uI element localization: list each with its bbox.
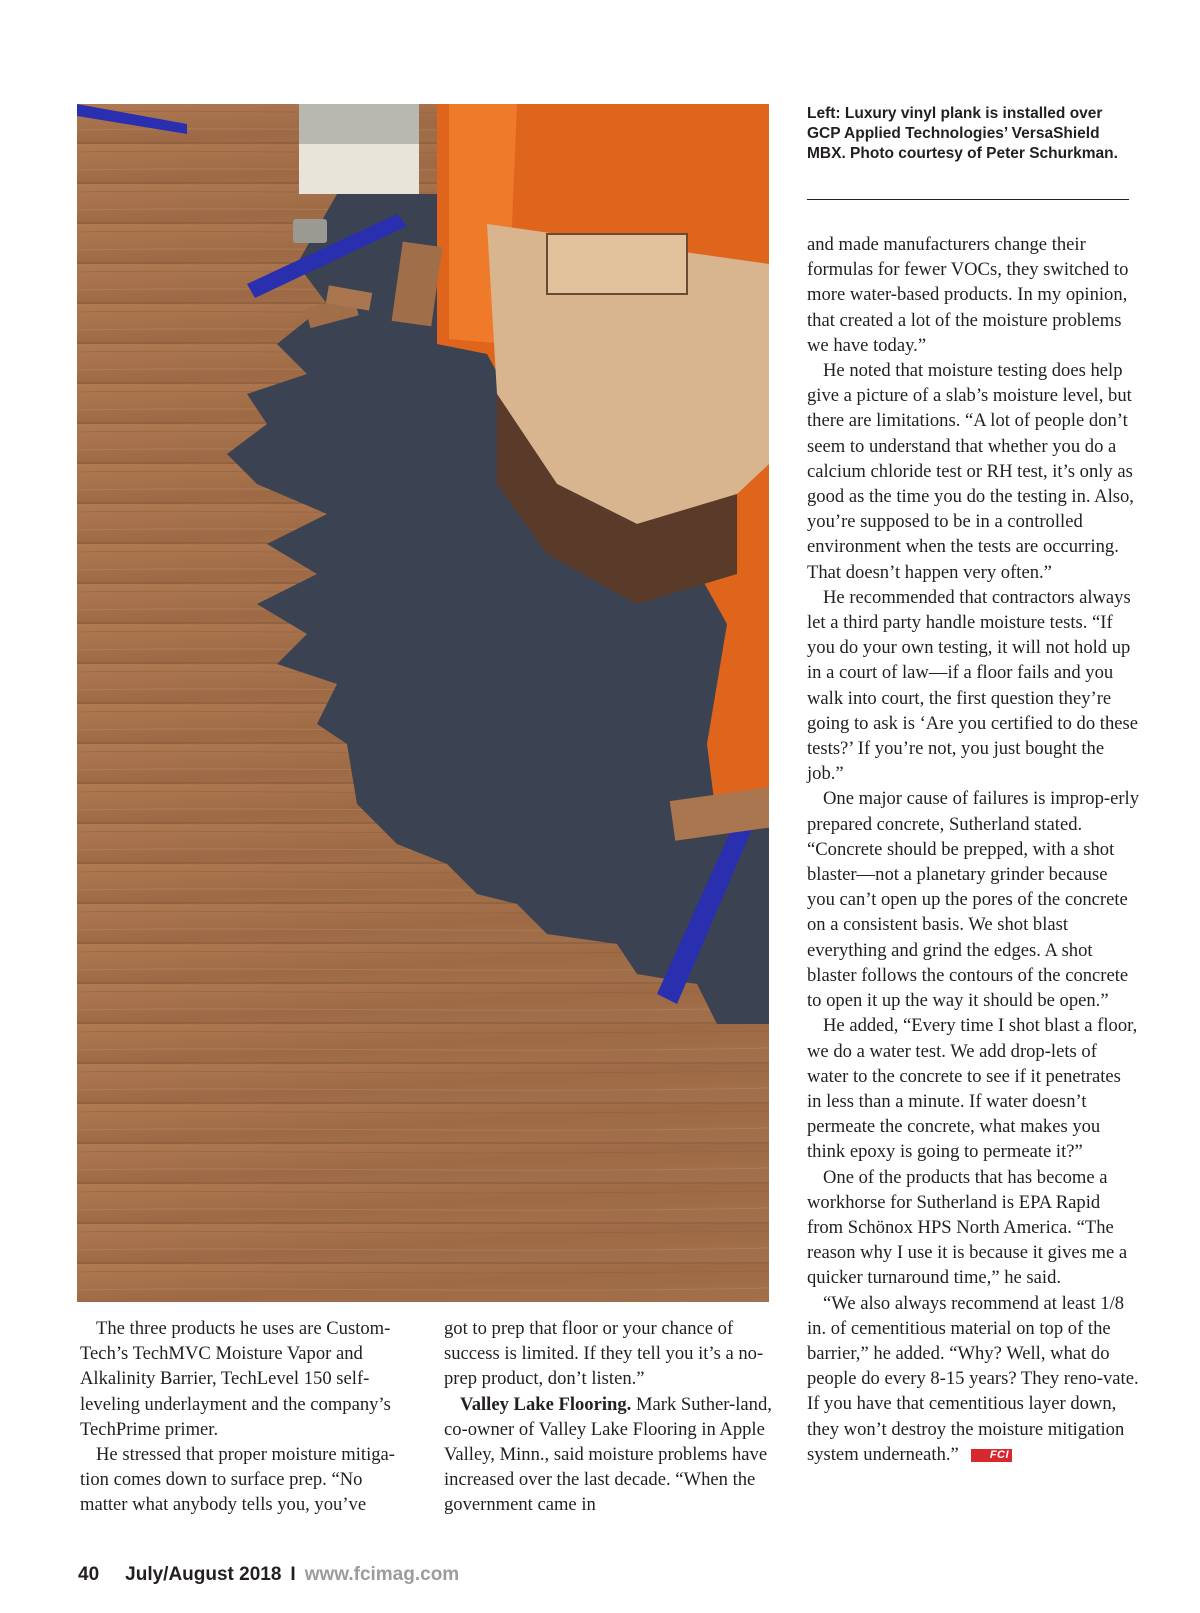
- text-column-1: [80, 1316, 410, 1518]
- paragraph-text: “We also always recommend at least 1/8 in. of cementitious material on top of the barrier,” he added. “Why? Well, what do people do every 8-15 years? They reno-vate. If you have that cementitious layer down, they won’t destroy the moisture mitigation system underneath.”: [807, 1292, 1139, 1465]
- paragraph: He noted that moisture testing does help give a picture of a slab’s moisture level, but there are limitations. “A lot of people don’t seem to understand that whether you do a calcium chloride test or RH test, it’s only as good as the time you do the testing in. Also, you’re supposed to be in a controlled environment when the tests are occurring. That doesn’t happen very often.”: [807, 360, 1134, 583]
- article-photo: [77, 104, 769, 1302]
- paragraph: got to prep that floor or your chance of success is limited. If they tell you it’s a no-prep product, don’t listen.”: [444, 1318, 764, 1390]
- end-of-article-mark: FCI: [971, 1449, 1012, 1462]
- paragraph: One of the products that has become a workhorse for Sutherland is EPA Rapid from Schönox HPS North America. “The reason why I use it is because it gives me a quicker turnaround time,” he said.: [807, 1166, 1128, 1289]
- page-number: 40: [78, 1564, 100, 1585]
- footer-separator: I: [290, 1564, 296, 1585]
- paragraph: [444, 1392, 774, 1518]
- issue-date: July/August 2018: [125, 1564, 282, 1585]
- paragraph-text: Mark Suther-land, co-owner of Valley Lake Flooring in Apple Valley, Minn., said moisture problems have increased over the last decade. “When the government came in: [444, 1393, 772, 1516]
- section-runin-head: Valley Lake Flooring.: [460, 1393, 632, 1415]
- caption-divider: [807, 199, 1129, 200]
- text-column-3: [807, 232, 1139, 1467]
- website-link[interactable]: www.fcimag.com: [304, 1564, 460, 1585]
- paragraph: The three products he uses are Custom-Tech’s TechMVC Moisture Vapor and Alkalinity Barrier, TechLevel 150 self-leveling underlayment and the company’s TechPrime primer.: [80, 1318, 391, 1440]
- paragraph: [807, 1291, 1139, 1467]
- paragraph: One major cause of failures is improp-erly prepared concrete, Sutherland stated. “Concrete should be prepped, with a shot blaster—not a planetary grinder because you can’t open up the pores of the concrete on a consistent basis. We shot blast everything and grind the edges. A shot blaster follows the contours of the concrete to open it up the way it should be open.”: [807, 788, 1139, 1012]
- page-footer: [78, 1563, 459, 1587]
- paragraph: and made manufacturers change their formulas for fewer VOCs, they switched to more water-based products. In my opinion, that created a lot of the moisture problems we have today.”: [807, 234, 1129, 356]
- paragraph: He added, “Every time I shot blast a floor, we do a water test. We add drop-lets of water to the concrete to see if it penetrates in less than a minute. If water doesn’t permeate the concrete, what makes you think epoxy is going to permeate it?”: [807, 1015, 1138, 1163]
- vinyl-plank-photo: [77, 104, 769, 1302]
- paragraph: He recommended that contractors always let a third party handle moisture tests. “If you do your own testing, it will not hold up in a court of law—if a floor fails and you walk into court, the first question they’re going to ask is ‘Are you certified to do these tests?’ If you’re not, you just bought the job.”: [807, 586, 1138, 785]
- paragraph: He stressed that proper moisture mitiga-tion comes down to surface prep. “No matter what anybody tells you, you’ve: [80, 1444, 395, 1516]
- text-column-2: [444, 1316, 774, 1518]
- photo-caption: Left: Luxury vinyl plank is installed over GCP Applied Technologies’ VersaShield MBX. Photo courtesy of Peter Schurkman.: [807, 105, 1118, 162]
